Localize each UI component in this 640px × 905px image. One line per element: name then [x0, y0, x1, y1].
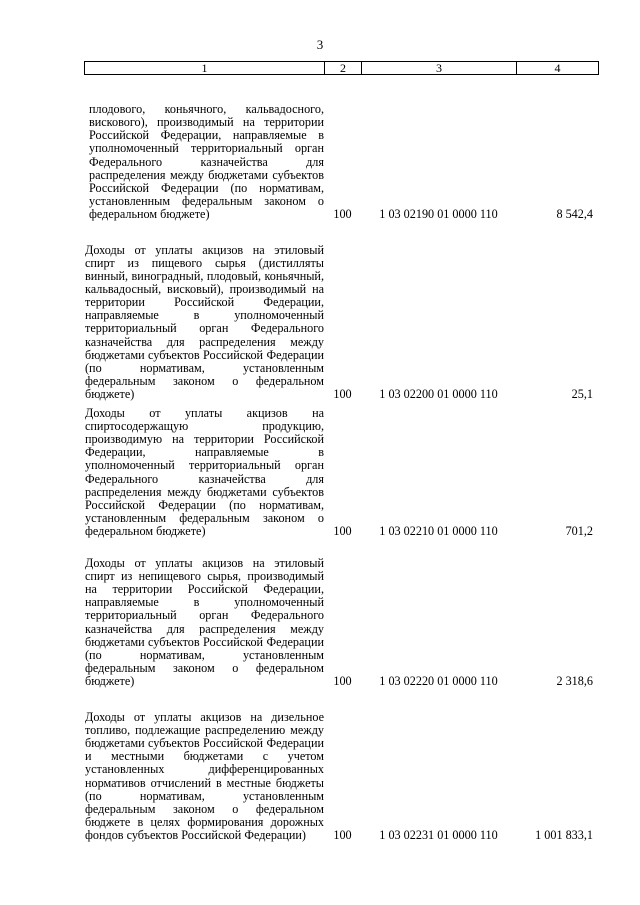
table-header: [84, 61, 599, 75]
row-amount: 8 542,4: [556, 206, 593, 221]
row-amount: 1 001 833,1: [535, 827, 593, 842]
table-row: [84, 75, 599, 221]
row-admin-code: 100: [333, 206, 352, 221]
revenue-table: [84, 61, 599, 842]
row-kbk: 1 03 02200 01 0000 110: [379, 386, 498, 401]
table-row: [84, 221, 599, 401]
row-kbk: 1 03 02190 01 0000 110: [379, 206, 498, 221]
row-kbk: 1 03 02231 01 0000 110: [379, 827, 498, 842]
row-kbk: 1 03 02210 01 0000 110: [379, 523, 498, 538]
row-description: Доходы от уплаты акцизов на этиловый спирт из непищевого сырья, производимый на территории Российской Федерации, направляемые в уполномоченный территориальный орган Федерального казначейства для распределения между бюджетами субъектов Российской Федерации (по нормативам, установленным федеральным законом о федеральном бюджете): [85, 556, 324, 688]
row-amount: 701,2: [565, 523, 593, 538]
row-admin-code: 100: [333, 673, 352, 688]
row-description: Доходы от уплаты акцизов на этиловый спирт из пищевого сырья (дистилляты винный, виноградный, плодовый, коньячный, кальвадосный, висковый), производимый на территории Российской Федерации, направляемые в уполномоченный территориальный орган Федерального казначейства для распределения между бюджетами субъектов Российской Федерации (по нормативам, установленным федеральным законом о федеральном бюджете): [85, 242, 324, 401]
column-header-1: 1: [85, 62, 325, 74]
row-description: Доходы от уплаты акцизов на спиртосодержащую продукцию, производимую на территории Российской Федерации, направляемые в уполномоченный территориальный орган Федерального казначейства для распределения между бюджетами субъектов Российской Федерации (по нормативам, установленным федеральным законом о федеральном бюджете): [85, 406, 324, 538]
row-admin-code: 100: [333, 523, 352, 538]
row-description: плодового, коньячного, кальвадосного, вискового), производимый на территории Российской Федерации, направляемые в уполномоченный территориальный орган Федерального казначейства для распределения между бюджетами субъектов Российской Федерации (по нормативам, установленным федеральным законом о федеральном бюджете): [89, 102, 324, 221]
column-header-4: 4: [554, 61, 561, 75]
column-header-3: 3: [362, 62, 517, 74]
row-kbk: 1 03 02220 01 0000 110: [379, 673, 498, 688]
row-description: Доходы от уплаты акцизов на дизельное топливо, подлежащие распределению между бюджетами субъектов Российской Федерации и местными бюджетами с учетом установленных дифференцированных нормативов отчислений в местные бюджеты (по нормативам, установленным федеральным законом о федеральном бюджете в целях формирования дорожных фондов субъектов Российской Федерации): [85, 710, 324, 842]
page-number: 3: [316, 37, 324, 52]
row-admin-code: 100: [333, 827, 352, 842]
row-admin-code: 100: [333, 386, 352, 401]
row-amount: 25,1: [571, 386, 593, 401]
table-row: [84, 688, 599, 842]
table-row: [84, 538, 599, 688]
table-row: [84, 401, 599, 538]
column-header-2: 2: [325, 62, 362, 74]
row-amount: 2 318,6: [556, 673, 593, 688]
